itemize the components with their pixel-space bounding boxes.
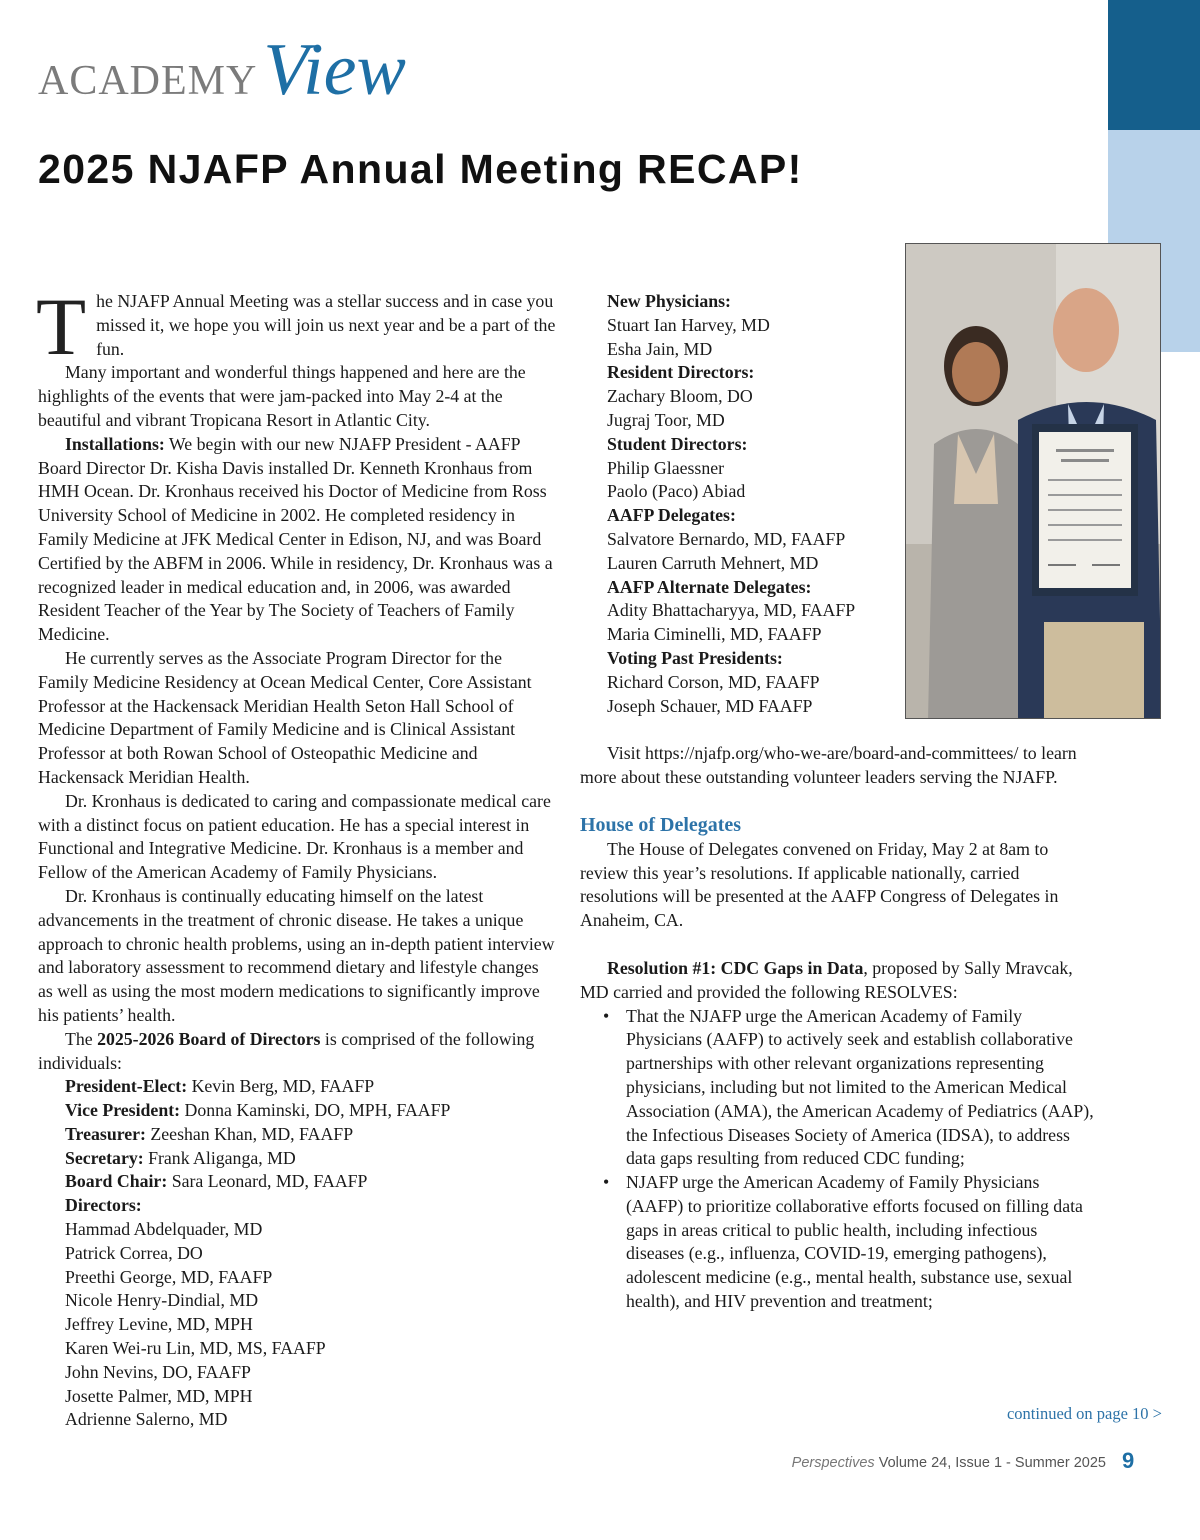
officer-row <box>65 1123 556 1147</box>
group-member: Stuart Ian Harvey, MD <box>607 314 770 335</box>
officer-label: Vice President: <box>65 1100 181 1121</box>
director-name: Nicole Henry-Dindial, MD <box>65 1290 259 1311</box>
director-name: Preethi George, MD, FAAFP <box>65 1266 273 1287</box>
group-label: Voting Past Presidents: <box>607 647 783 668</box>
left-column <box>36 281 556 1432</box>
resolution-text: , proposed by Sally Mravcak, MD carried and provided the following RESOLVES: <box>580 957 1073 1002</box>
group-member: Adity Bhattacharyya, MD, FAAFP <box>607 600 856 621</box>
officer-name: Kevin Berg, MD, FAAFP <box>187 1076 375 1097</box>
paragraph-current-role: He currently serves as the Associate Program Director for the Family Medicine Residency at Ocean Medical Center, Core Assistant Professor at the Hackensack Meridian Health Seton Hall School of Medicine Department of Family Medicine and is Clinical Assistant Professor at both Rowan School of Osteopathic Medicine and Hackensack Meridian Health. <box>38 647 532 787</box>
resolve-item: • NJAFP urge the American Academy of Family Physicians (AAFP) to prioritize collaborative efforts focused on filling data gaps in areas critical to public health, including infectious diseases (e.g., influenza, COVID-19, emerging pathogens), adolescent medicine (e.g., mental health, substance use, sexual health), and HIV prevention and treatment; <box>580 1171 1100 1314</box>
officer-row <box>65 1170 556 1194</box>
officer-name: Zeeshan Khan, MD, FAAFP <box>145 1123 354 1144</box>
directors-label: Directors: <box>65 1195 142 1216</box>
resolution-title: Resolution #1: CDC Gaps in Data <box>607 957 864 978</box>
masthead-view: View <box>263 29 406 111</box>
intro-text: he NJAFP Annual Meeting was a stellar success and in case you missed it, we hope you will join us next year and be a part of the fun. <box>96 291 556 359</box>
continued-link[interactable]: continued on page 10 > <box>1006 1404 1162 1423</box>
house-of-delegates-text: The House of Delegates convened on Friday, May 2 at 8am to review this year’s resolutions. If applicable nationally, carried resolutions will be presented at the AAFP Congress of Delegates in Anaheim, CA. <box>580 838 1059 931</box>
board-intro-bold: 2025-2026 Board of Directors <box>97 1028 321 1049</box>
director-name: John Nevins, DO, FAAFP <box>65 1361 251 1382</box>
paragraph-highlights: Many important and wonderful things happened and here are the highlights of the events that were jam-packed into May 2-4 at the beautiful and vibrant Tropicana Resort in Atlantic City. <box>38 362 526 430</box>
officer-name: Donna Kaminski, DO, MPH, FAAFP <box>180 1100 451 1121</box>
resolve-item: • That the NJAFP urge the American Academy of Family Physicians (AAFP) to actively seek and establish collaborative partnerships with other relevant organizations representing physicians, including but not limited to the American Medical Association (AMA), the American Academy of Pediatrics (AAP), the Infectious Diseases Society of America (IDSA), to address data gaps resulting from reduced CDC funding; <box>580 1005 1100 1172</box>
group-label: AAFP Delegates: <box>607 505 736 526</box>
paragraph-dedication: Dr. Kronhaus is dedicated to caring and compassionate medical care with a distinct focus on patient education. He has a special interest in Functional and Integrative Medicine. Dr. Kronhaus is a member and Fellow of the American Academy of Family Physicians. <box>38 790 551 883</box>
page-footer <box>792 1455 1106 1471</box>
officer-row <box>65 1099 556 1123</box>
masthead <box>38 28 406 113</box>
group-member: Lauren Carruth Mehnert, MD <box>607 552 819 573</box>
resolves-list <box>580 1005 1100 1314</box>
director-name: Adrienne Salerno, MD <box>65 1409 228 1430</box>
paragraph-education: Dr. Kronhaus is continually educating himself on the latest advancements in the treatment of chronic disease. He takes a unique approach to chronic health problems, using an in-depth patient interview and laboratory assessment to recommend dietary and lifestyle changes as well as using the most modern medications to significantly improve his patients’ health. <box>38 885 555 1025</box>
board-intro-pre: The <box>65 1028 98 1049</box>
paragraph-board-intro <box>38 1028 556 1076</box>
officer-row <box>65 1147 556 1171</box>
spacer <box>580 790 1100 814</box>
page-number: 9 <box>1122 1448 1135 1473</box>
group-member: Richard Corson, MD, FAAFP <box>607 671 820 692</box>
officer-name: Sara Leonard, MD, FAAFP <box>167 1171 368 1192</box>
group-member: Salvatore Bernardo, MD, FAAFP <box>607 528 846 549</box>
group-label: New Physicians: <box>607 291 731 311</box>
house-of-delegates-heading: House of Delegates <box>580 813 742 836</box>
officer-label: Secretary: <box>65 1147 144 1168</box>
officer-label: Board Chair: <box>65 1171 168 1192</box>
intro-paragraph <box>36 281 556 372</box>
director-name: Patrick Correa, DO <box>65 1242 203 1263</box>
masthead-academy: ACADEMY <box>38 58 258 104</box>
visit-paragraph: Visit https://njafp.org/who-we-are/board-and-committees/ to learn more about these outstanding volunteer leaders serving the NJAFP. <box>580 743 1077 788</box>
board-intro-post: is comprised of the following individuals: <box>38 1028 535 1073</box>
spacer <box>580 933 1100 957</box>
group-member: Paolo (Paco) Abiad <box>607 481 746 502</box>
group-label: Resident Directors: <box>607 362 755 383</box>
group-label: AAFP Alternate Delegates: <box>607 576 812 597</box>
group-member: Zachary Bloom, DO <box>607 386 753 407</box>
director-name: Karen Wei-ru Lin, MD, MS, FAAFP <box>65 1338 326 1359</box>
article-title: 2025 NJAFP Annual Meeting RECAP! <box>38 146 803 192</box>
officer-row <box>65 1075 556 1099</box>
corner-accent-dark <box>1108 0 1200 130</box>
board-groups <box>607 290 1100 718</box>
installations-text: We begin with our new NJAFP President - AAFP Board Director Dr. Kisha Davis installed Dr. Kenneth Kronhaus from HMH Ocean. Dr. Kronhaus received his Doctor of Medicine from Ross University School of Medicine in 2002. He completed residency in Family Medicine at JFK Medical Center in Edison, NJ, and was Board Certified by the ABFM in 2006. While in residency, Dr. Kronhaus was a recognized leader in medical education and, in 2006, was awarded Resident Teacher of the Year by The Society of Teachers of Family Medicine. <box>38 433 553 645</box>
installations-label: Installations: <box>65 433 165 454</box>
issue-info: Volume 24, Issue 1 - Summer 2025 <box>874 1455 1106 1471</box>
director-name: Hammad Abdelquader, MD <box>65 1219 263 1240</box>
right-column <box>580 290 1100 1314</box>
resolution-paragraph <box>580 957 1100 1005</box>
spacer <box>580 718 1100 742</box>
director-name: Jeffrey Levine, MD, MPH <box>65 1314 253 1335</box>
group-label: Student Directors: <box>607 433 748 454</box>
publication-name: Perspectives <box>791 1455 875 1471</box>
officer-name: Frank Aliganga, MD <box>143 1147 296 1168</box>
group-member: Philip Glaessner <box>607 457 725 478</box>
officer-list <box>65 1075 556 1432</box>
director-name: Josette Palmer, MD, MPH <box>65 1385 253 1406</box>
group-member: Maria Ciminelli, MD, FAAFP <box>607 624 822 645</box>
group-member: Joseph Schauer, MD FAAFP <box>607 695 813 716</box>
paragraph-installations <box>38 433 556 647</box>
group-member: Jugraj Toor, MD <box>607 409 725 430</box>
group-member: Esha Jain, MD <box>607 338 713 359</box>
officer-label: President-Elect: <box>65 1076 188 1097</box>
drop-cap: T <box>36 281 87 372</box>
officer-label: Treasurer: <box>65 1123 146 1144</box>
